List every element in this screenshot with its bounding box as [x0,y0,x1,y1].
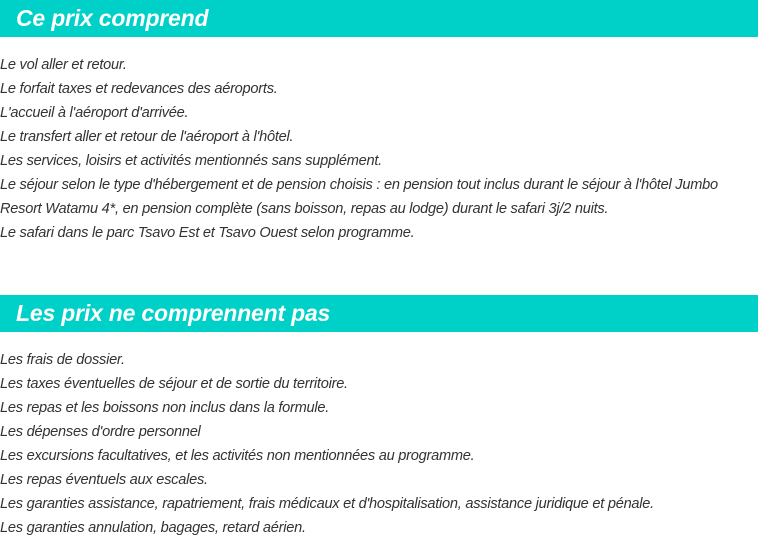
list-item: Les services, loisirs et activités mentionnés sans supplément. [0,153,382,169]
price-includes-list [0,53,758,245]
price-includes-title: Ce prix comprend [16,5,209,31]
list-item: Le forfait taxes et redevances des aéroports. [0,81,278,97]
price-includes-section [0,0,758,245]
list-item: Les repas éventuels aux escales. [0,472,208,488]
list-item: Les garanties assistance, rapatriement, frais médicaux et d'hospitalisation, assistance juridique et pénale. [0,496,654,512]
list-item: Les dépenses d'ordre personnel [0,424,201,440]
price-excludes-section [0,295,758,540]
price-excludes-list [0,348,758,540]
price-includes-header [0,0,758,37]
list-item: Le transfert aller et retour de l'aéroport à l'hôtel. [0,129,294,145]
list-item: Le vol aller et retour. [0,57,127,73]
list-item: Le safari dans le parc Tsavo Est et Tsavo Ouest selon programme. [0,225,415,241]
list-item: Les excursions facultatives, et les activités non mentionnées au programme. [0,448,475,464]
list-item: Les garanties annulation, bagages, retard aérien. [0,520,306,536]
list-item: Le séjour selon le type d'hébergement et de pension choisis : en pension tout inclus durant le séjour à l'hôtel Jumbo Resort Watamu 4*, en pension complète (sans boisson, repas au lodge) durant le safari 3j/2 nuits. [0,177,718,217]
list-item: Les repas et les boissons non inclus dans la formule. [0,400,330,416]
price-excludes-header [0,295,758,332]
list-item: Les taxes éventuelles de séjour et de sortie du territoire. [0,376,348,392]
list-item: Les frais de dossier. [0,352,125,368]
list-item: L'accueil à l'aéroport d'arrivée. [0,105,189,121]
price-excludes-title: Les prix ne comprennent pas [16,300,331,326]
